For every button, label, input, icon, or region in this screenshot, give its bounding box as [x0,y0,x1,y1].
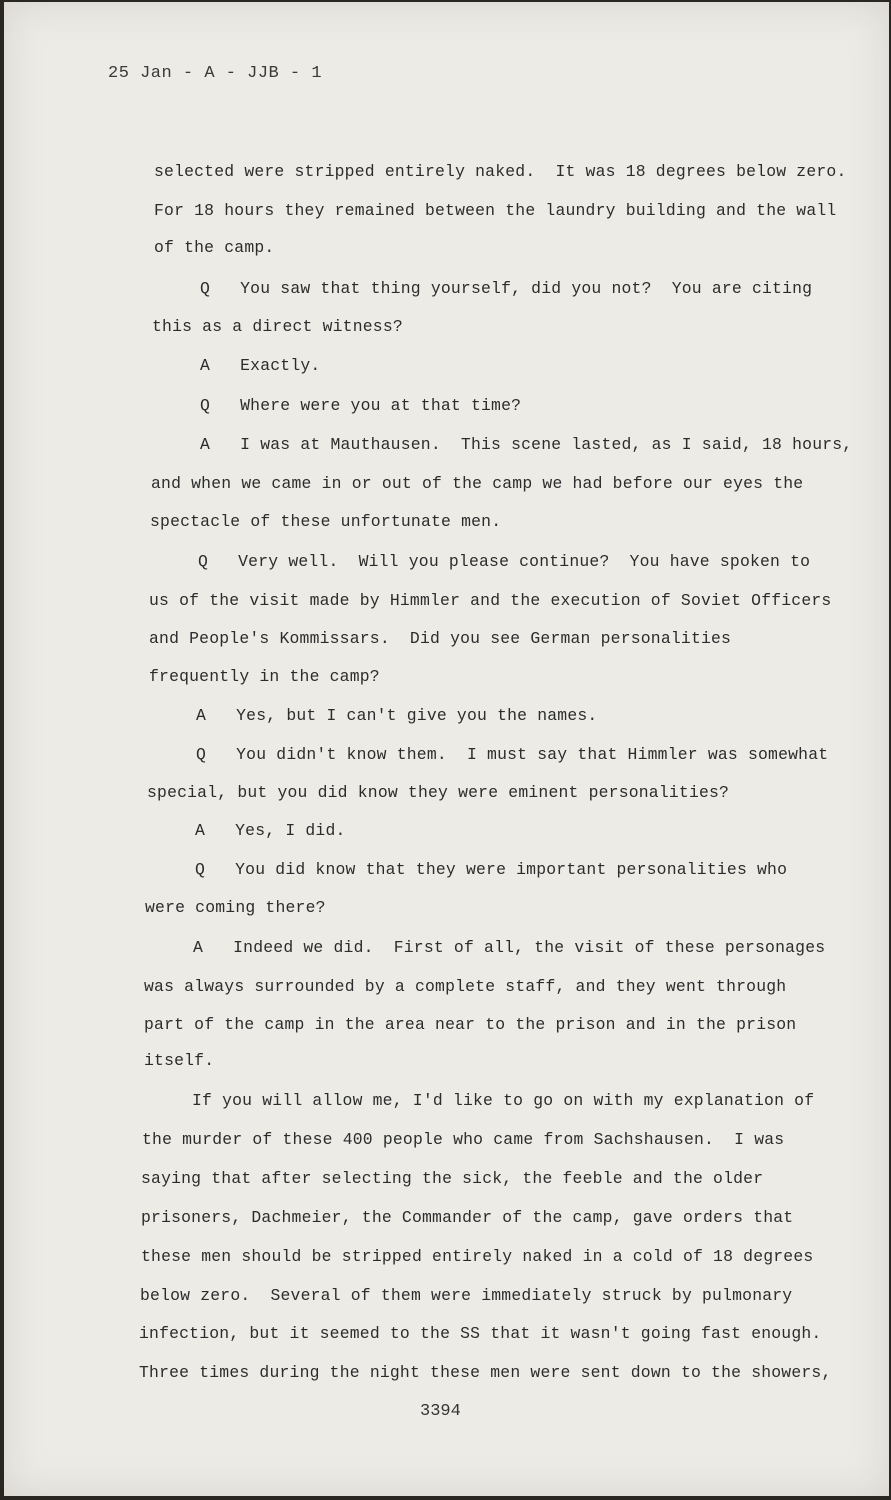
text-line: was always surrounded by a complete staff, and they went through [144,977,787,996]
text-line: A Yes, I did. [195,821,346,840]
text-line: A Yes, but I can't give you the names. [196,706,598,725]
text-line: these men should be stripped entirely naked in a cold of 18 degrees [141,1247,814,1266]
text-line: saying that after selecting the sick, the feeble and the older [141,1169,764,1188]
text-line: were coming there? [145,898,326,917]
text-line: If you will allow me, I'd like to go on with my explanation of [192,1091,815,1110]
text-line: Three times during the night these men were sent down to the showers, [139,1363,832,1382]
text-line: below zero. Several of them were immediately struck by pulmonary [140,1286,793,1305]
text-line: of the camp. [154,238,275,257]
text-line: this as a direct witness? [152,317,403,336]
text-line: A I was at Mauthausen. This scene lasted, as I said, 18 hours, [200,435,853,454]
text-line: and People's Kommissars. Did you see German personalities [149,629,732,648]
text-line: spectacle of these unfortunate men. [150,512,502,531]
text-line: infection, but it seemed to the SS that it wasn't going fast enough. [139,1324,822,1343]
text-line: the murder of these 400 people who came from Sachshausen. I was [142,1130,785,1149]
text-line: special, but you did know they were eminent personalities? [147,783,730,802]
document-page [4,2,889,1496]
text-line: prisoners, Dachmeier, the Commander of the camp, gave orders that [141,1208,794,1227]
text-line: A Exactly. [200,356,321,375]
text-line: Q You didn't know them. I must say that Himmler was somewhat [196,745,829,764]
text-line: and when we came in or out of the camp we had before our eyes the [151,474,804,493]
page-header-reference: 25 Jan - A - JJB - 1 [108,64,323,83]
text-line: selected were stripped entirely naked. It was 18 degrees below zero. [154,162,847,181]
text-line: A Indeed we did. First of all, the visit of these personages [193,938,826,957]
page-number: 3394 [420,1402,461,1421]
text-line: Q You saw that thing yourself, did you not? You are citing [200,279,813,298]
text-line: us of the visit made by Himmler and the execution of Soviet Officers [149,591,832,610]
text-line: Q You did know that they were important personalities who [195,860,788,879]
text-line: Q Where were you at that time? [200,396,522,415]
text-line: frequently in the camp? [149,667,380,686]
text-line: For 18 hours they remained between the laundry building and the wall [154,201,837,220]
text-line: itself. [144,1051,215,1070]
text-line: part of the camp in the area near to the prison and in the prison [144,1015,797,1034]
text-line: Q Very well. Will you please continue? You have spoken to [198,552,811,571]
